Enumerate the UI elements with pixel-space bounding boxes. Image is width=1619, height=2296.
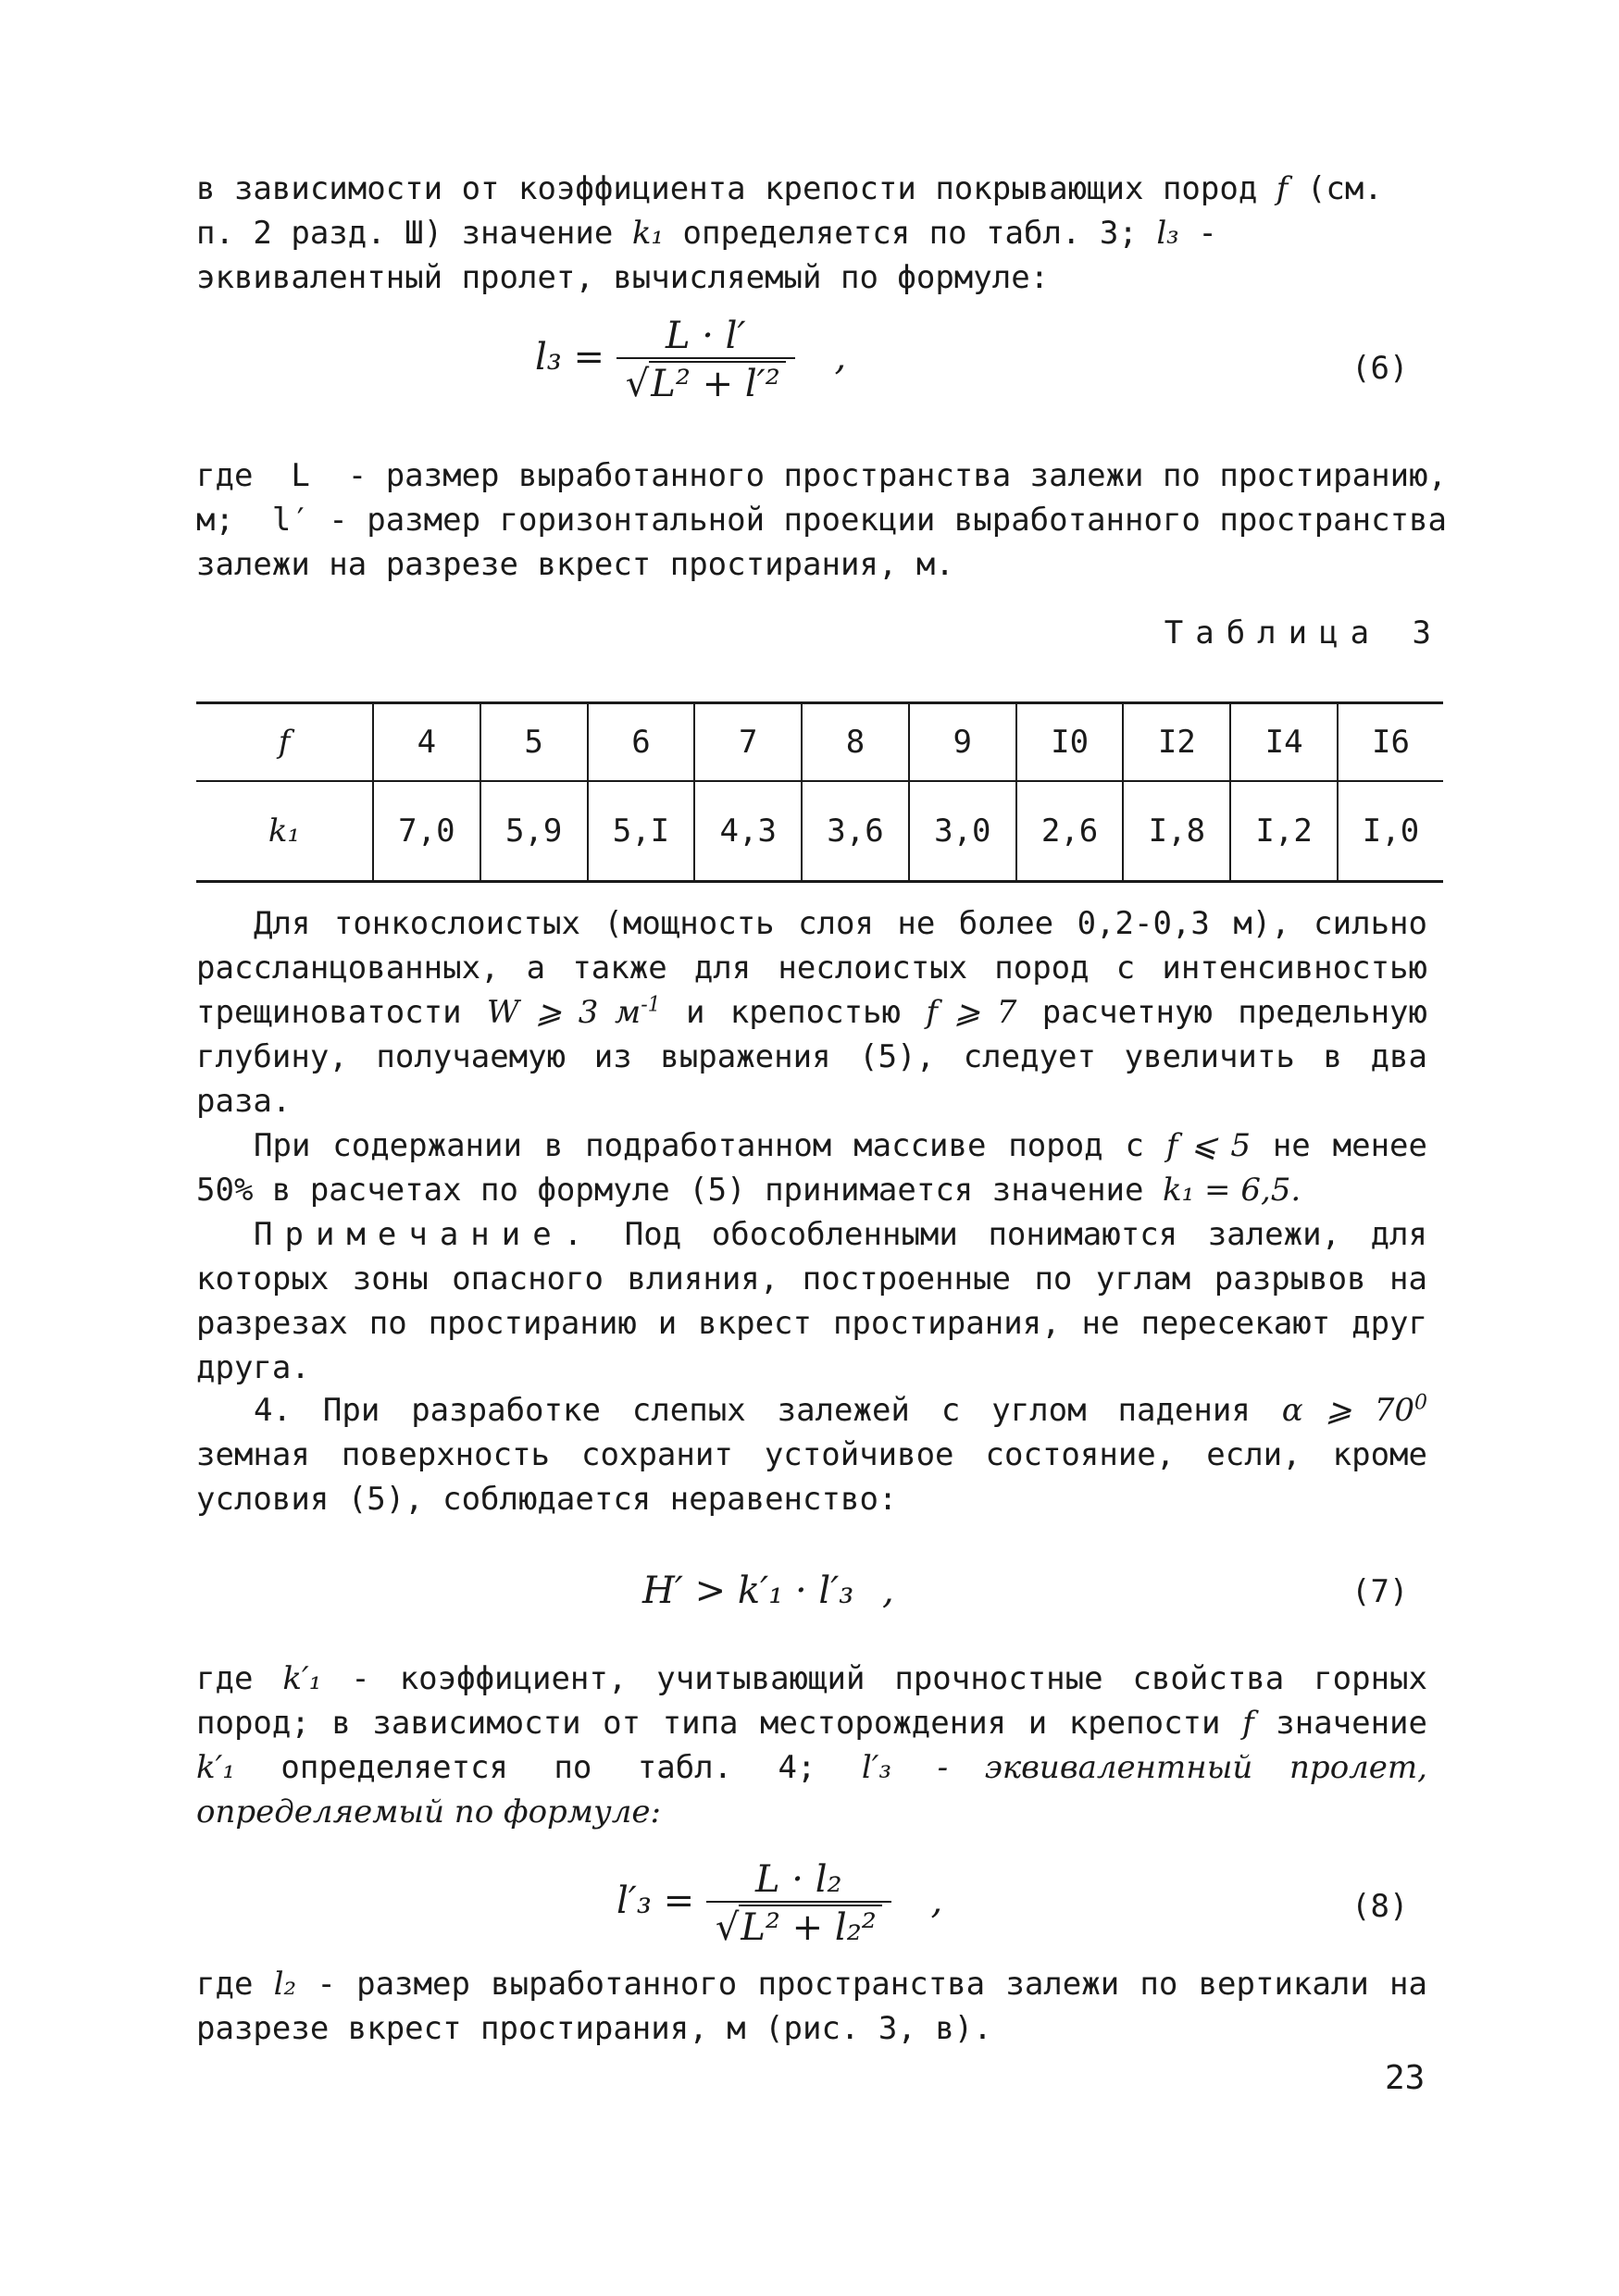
w-condition <box>487 994 661 1031</box>
formula-numerator: L · l₂ <box>706 1858 891 1903</box>
paragraph-text: земная поверхность сохранит устойчивое состояние, если, кроме условия (5), соблюдается неравенство: <box>196 1436 1427 1518</box>
formula-7 <box>642 1570 894 1612</box>
f-symbol: f <box>1276 170 1289 207</box>
paragraph-text: и крепостью <box>685 994 901 1031</box>
table-caption: Таблица 3 <box>1164 614 1443 652</box>
paragraph-text: При содержании в подработанном массиве пород с <box>254 1127 1144 1164</box>
table-cell: 3,0 <box>909 781 1016 882</box>
formula-numerator: L · l′ <box>616 315 795 359</box>
table-cell: 5,9 <box>480 781 588 882</box>
alpha-condition-text: α ⩾ 70 <box>1281 1392 1414 1429</box>
table-cell: I0 <box>1016 703 1124 782</box>
table-cell-k1: k₁ <box>196 781 373 882</box>
table-row <box>196 781 1443 882</box>
formula-lhs: l′₃ = <box>616 1880 695 1922</box>
table-cell: I,0 <box>1338 781 1443 882</box>
formula-trailing: , <box>882 1570 894 1612</box>
line-text: залежи на разрезе вкрест простирания, м. <box>196 546 954 583</box>
formula-denominator: √L² + l′² <box>616 359 795 405</box>
k1-symbol: k₁ <box>631 215 665 252</box>
paragraph-thin-layers <box>196 901 1427 1123</box>
line-text: - <box>1198 215 1217 252</box>
line-text: (см. <box>1306 170 1383 207</box>
table-cell: I4 <box>1230 703 1338 782</box>
formula-fraction <box>616 315 795 405</box>
formula-denominator: √L² + l₂² <box>706 1903 891 1949</box>
table-cell: 4,3 <box>694 781 802 882</box>
paragraph-text: определяется по табл. 4; <box>280 1749 816 1786</box>
table-cell: I2 <box>1123 703 1230 782</box>
table-cell: I,8 <box>1123 781 1230 882</box>
equation-number-6: (6) <box>1351 350 1409 387</box>
line-text: где L - размер выработанного пространства залежи по простиранию, <box>196 457 1448 494</box>
table-cell: 3,6 <box>802 781 909 882</box>
equation-number-7: (7) <box>1351 1573 1409 1610</box>
paragraph-text: значение <box>1276 1705 1427 1742</box>
paragraph-4 <box>196 1388 1427 1521</box>
formula-trailing: , <box>930 1880 943 1922</box>
table-cell-f: f <box>196 703 373 782</box>
w-superscript: -1 <box>641 993 661 1017</box>
table-cell: I6 <box>1338 703 1443 782</box>
table-cell: 7,0 <box>373 781 480 882</box>
line-text: п. 2 разд. Ш) значение <box>196 215 614 252</box>
where-block-2 <box>196 1657 1427 1834</box>
w-condition-text: W ⩾ 3 м <box>486 994 641 1031</box>
f-condition: f ⩽ 5 <box>1165 1127 1251 1164</box>
paragraph-text: - коэффициент, учитывающий прочностные свойства горных пород; в зависимости от типа месторождения и крепости <box>196 1660 1427 1742</box>
note-paragraph <box>196 1212 1427 1390</box>
table-cell: 4 <box>373 703 480 782</box>
paragraph-text: где <box>196 1966 254 2003</box>
table-row <box>196 703 1443 782</box>
radicand: L² + l₂² <box>739 1905 881 1949</box>
table-cell: 5,I <box>588 781 695 882</box>
line-text: эквивалентный пролет, вычисляемый по формуле: <box>196 259 1050 296</box>
page-number: 23 <box>1385 2059 1426 2097</box>
k1-value: k₁ = 6,5. <box>1162 1172 1301 1209</box>
paragraph-text: где <box>196 1660 254 1697</box>
where-block-3 <box>196 1962 1427 2051</box>
table-cell: I,2 <box>1230 781 1338 882</box>
l3-prime-symbol: l′₃ <box>861 1749 892 1786</box>
formula-fraction <box>706 1858 891 1949</box>
formula-6 <box>535 315 846 405</box>
paragraph-text: - эквивалентный пролет, определяемый по формуле: <box>196 1749 1427 1831</box>
table-cell: 6 <box>588 703 695 782</box>
l3-symbol: l₃ <box>1156 215 1179 252</box>
paragraph-content-condition <box>196 1123 1427 1212</box>
paragraph-text: расчетную предельную глубину, получаемую из выражения (5), следует увеличить в два раза. <box>196 994 1427 1120</box>
where-block-1 <box>196 453 1448 587</box>
k1-prime-symbol: k′₁ <box>282 1660 322 1697</box>
alpha-superscript: 0 <box>1414 1391 1427 1415</box>
alpha-condition <box>1282 1392 1427 1429</box>
formula-8 <box>616 1858 942 1949</box>
equation-number-8: (8) <box>1351 1888 1409 1925</box>
note-label: Примечание. <box>254 1216 595 1253</box>
formula-lhs: l₃ = <box>535 336 605 379</box>
radicand: L² + l′² <box>649 361 785 405</box>
table-cell: 7 <box>694 703 802 782</box>
k1-prime-symbol: k′₁ <box>196 1749 235 1786</box>
formula-trailing: , <box>834 336 847 379</box>
table-3 <box>196 701 1443 883</box>
table-cell: 5 <box>480 703 588 782</box>
paragraph-text: не менее 50% в расчетах по формуле (5) принимается значение <box>196 1127 1427 1209</box>
line-text: м; l′ - размер горизонтальной проекции выработанного пространства <box>196 502 1448 539</box>
paragraph-text: Для тонкослоистых (мощность слоя не более 0,2-0,3 м), сильно рассланцованных, а также для неслоистых пород с интенсивностью трещиноватости <box>196 905 1427 1031</box>
f-condition: f ⩾ 7 <box>926 994 1017 1031</box>
formula-expression: H′ > k′₁ · l′₃ <box>642 1570 854 1612</box>
f-symbol: f <box>1242 1705 1254 1742</box>
note-text: Под обособленными понимаются залежи, для которых зоны опасного влияния, построенные по углам разрывов на разрезах по простиранию и вкрест простирания, не пересекают друг друга. <box>196 1216 1427 1386</box>
paragraph-text: 4. При разработке слепых залежей с углом падения <box>254 1392 1251 1429</box>
line-text: в зависимости от коэффициента крепости покрывающих пород <box>196 170 1258 207</box>
table-cell: 8 <box>802 703 909 782</box>
line-text: определяется по табл. 3; <box>682 215 1138 252</box>
table-cell: 2,6 <box>1016 781 1124 882</box>
table-cell: 9 <box>909 703 1016 782</box>
paragraph-text: - размер выработанного пространства залежи по вертикали на разрезе вкрест простирания, м (рис. 3, в). <box>196 1966 1427 2047</box>
l2-symbol: l₂ <box>273 1966 297 2003</box>
paragraph-coefficient-intro <box>196 167 1427 300</box>
